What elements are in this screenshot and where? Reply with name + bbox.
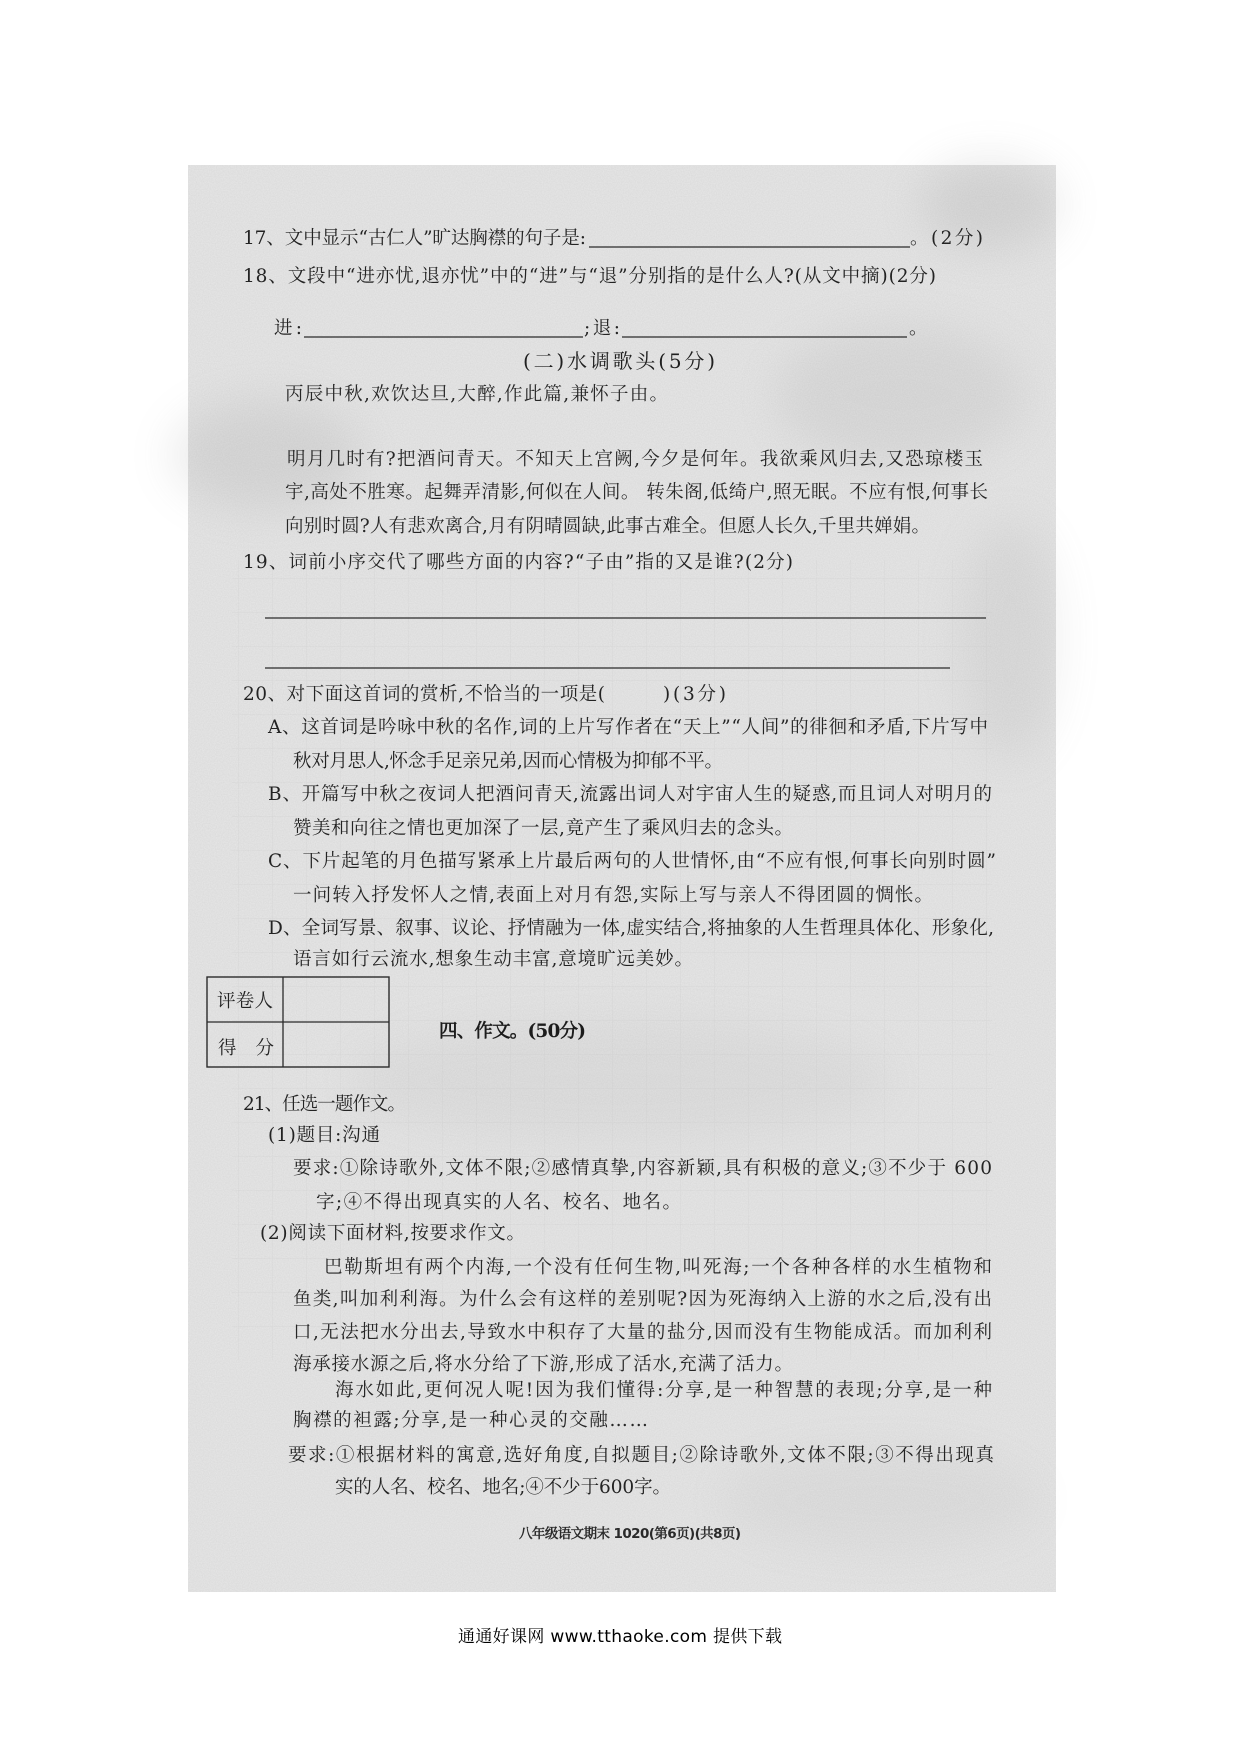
question-20-prompt: 20、对下面这首词的赏析,不恰当的一项是( bbox=[243, 684, 605, 705]
option-c-line: C、下片起笔的月色描写紧承上片最后两句的人世情怀,由“不应有恨,何事长向别时圆” bbox=[268, 851, 996, 872]
essay-option-1-requirement: 要求:①除诗歌外,文体不限;②感情真挚,内容新颖,具有积极的意义;③不少于 600 bbox=[293, 1158, 992, 1179]
poem-line: 明月几时有?把酒问青天。不知天上宫阙,今夕是何年。我欲乘风归去,又恐琼楼玉 bbox=[287, 449, 983, 470]
question-17-points: 。(2分) bbox=[910, 228, 983, 249]
essay-material-line: 胸襟的袒露;分享,是一种心灵的交融…… bbox=[293, 1410, 648, 1431]
question-17-prompt: 17、文中显示“古仁人”旷达胸襟的句子是: bbox=[243, 228, 586, 249]
question-18-tui-label: ;退: bbox=[584, 318, 620, 339]
essay-material-line: 巴勒斯坦有两个内海,一个没有任何生物,叫死海;一个各种各样的水生植物和 bbox=[324, 1257, 992, 1278]
section-4-title: 四、作文。(50分) bbox=[439, 1021, 586, 1042]
essay-option-2-title: (2)阅读下面材料,按要求作文。 bbox=[260, 1223, 525, 1244]
essay-material-line: 鱼类,叫加利利海。为什么会有这样的差别呢?因为死海纳入上游的水之后,没有出 bbox=[293, 1289, 992, 1310]
question-19-prompt: 19、词前小序交代了哪些方面的内容?“子由”指的又是谁?(2分) bbox=[243, 552, 793, 573]
question-18-prompt: 18、文段中“进亦忧,退亦忧”中的“进”与“退”分别指的是什么人?(从文中摘)(2分) bbox=[243, 266, 936, 287]
poem-preface: 丙辰中秋,欢饮达旦,大醉,作此篇,兼怀子由。 bbox=[285, 384, 668, 405]
option-a-line: A、这首词是吟咏中秋的名作,词的上片写作者在“天上”“人间”的徘徊和矛盾,下片写中 bbox=[268, 717, 988, 738]
question-20-points: )(3分) bbox=[663, 684, 726, 705]
option-b-line: B、开篇写中秋之夜词人把酒问青天,流露出词人对宇宙人生的疑惑,而且词人对明月的 bbox=[268, 784, 992, 805]
page-footer: 八年级语文期末 1020(第6页)(共8页) bbox=[519, 1526, 741, 1542]
essay-option-1-requirement: 字;④不得出现真实的人名、校名、地名。 bbox=[316, 1192, 681, 1213]
scan-background bbox=[170, 160, 1060, 1592]
site-credit: 通通好课网 www.tthaoke.com 提供下载 bbox=[458, 1627, 782, 1647]
option-a-line: 秋对月思人,怀念手足亲兄弟,因而心情极为抑郁不平。 bbox=[293, 751, 723, 772]
poem-line: 向别时圆?人有悲欢离合,月有阴晴圆缺,此事古难全。但愿人长久,千里共婵娟。 bbox=[285, 516, 930, 537]
question-18-end: 。 bbox=[909, 318, 928, 339]
option-b-line: 赞美和向往之情也更加深了一层,竟产生了乘风归去的念头。 bbox=[293, 818, 793, 839]
score-box-grader-label: 评卷人 bbox=[217, 991, 273, 1012]
essay-material-line: 海承接水源之后,将水分给了下游,形成了活水,充满了活力。 bbox=[293, 1354, 793, 1375]
option-c-line: 一问转入抒发怀人之情,表面上对月有怨,实际上写与亲人不得团圆的惆怅。 bbox=[293, 885, 933, 906]
essay-option-2-requirement: 要求:①根据材料的寓意,选好角度,自拟题目;②除诗歌外,文体不限;③不得出现真 bbox=[288, 1445, 994, 1466]
essay-material-line: 口,无法把水分出去,导致水中积存了大量的盐分,因而没有生物能成活。而加利利 bbox=[293, 1322, 992, 1343]
question-18-jin-label: 进: bbox=[274, 318, 302, 339]
essay-option-1-title: (1)题目:沟通 bbox=[268, 1125, 380, 1146]
poem-line: 宇,高处不胜寒。起舞弄清影,何似在人间。 转朱阁,低绮户,照无眠。不应有恨,何事长 bbox=[285, 482, 988, 503]
question-21-prompt: 21、任选一题作文。 bbox=[243, 1094, 406, 1115]
essay-option-2-requirement: 实的人名、校名、地名;④不少于600字。 bbox=[335, 1477, 671, 1498]
score-box-score-label: 得 分 bbox=[218, 1038, 274, 1059]
poem-section-title: (二)水调歌头(5分) bbox=[523, 349, 715, 373]
essay-material-line: 海水如此,更何况人呢!因为我们懂得:分享,是一种智慧的表现;分享,是一种 bbox=[335, 1380, 992, 1401]
option-d-line: D、全词写景、叙事、议论、抒情融为一体,虚实结合,将抽象的人生哲理具体化、形象化, bbox=[268, 918, 994, 939]
option-d-line: 语言如行云流水,想象生动丰富,意境旷远美妙。 bbox=[293, 949, 693, 970]
